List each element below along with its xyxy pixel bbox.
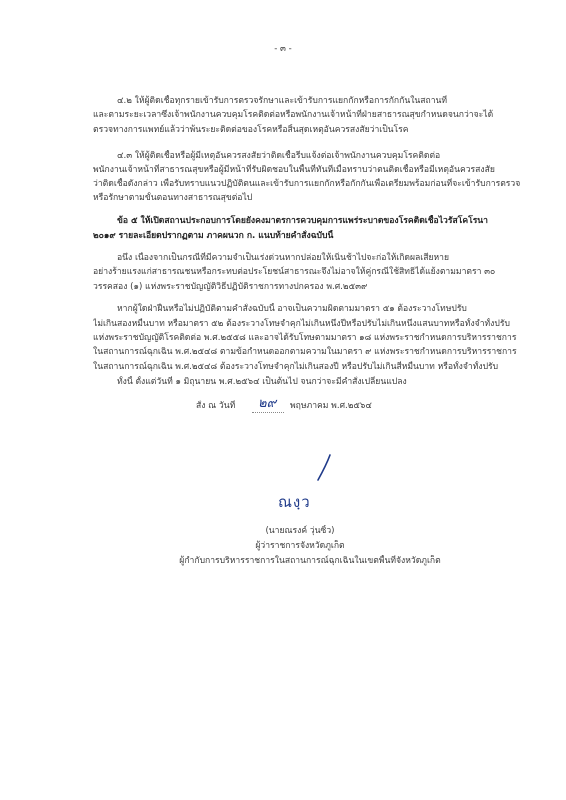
item-4-3-line-1: ๔.๓ ให้ผู้ติดเชื้อหรือผู้มีเหตุอันควรสงสัยว่าติดเชื้อรีบแจ้งต่อเจ้าพนักงานควบคุมโรคติดต่อ [117, 151, 441, 161]
item-4-2-line-2: และตามระยะเวลาซึ่งเจ้าพนักงานควบคุมโรคติดต่อหรือพนักงานเจ้าหน้าที่ฝ่ายสาธารณสุขกำหนดจนกว่าจะได้ [93, 110, 494, 120]
handwritten-day: ๒๙ [258, 396, 277, 411]
signatory-position-2: ผู้กำกับการบริหารราชการในสถานการณ์ฉุกเฉินในเขตพื้นที่จังหวัดภูเก็ต [179, 556, 441, 566]
effective-date-line: ทั้งนี้ ตั้งแต่วันที่ ๑ มิถุนายน พ.ศ.๒๕๖๔ เป็นต้นไป จนกว่าจะมีคำสั่งเปลี่ยนแปลง [117, 377, 407, 387]
signature-mark: ณงฺว [278, 493, 311, 511]
para-1-line-2: อย่างร้ายแรงแก่สาธารณชนหรือกระทบต่อประโยชน์สาธารณะจึงไม่อาจให้คู่กรณีใช้สิทธิได้แย้งตามมาตรา ๓๐ [93, 267, 496, 277]
ordered-date-suffix: พฤษภาคม พ.ศ.๒๕๖๔ [290, 401, 372, 411]
signatory-position: ผู้ว่าราชการจังหวัดภูเก็ต [255, 541, 345, 551]
signatory-name: (นายณรงค์ วุ่นซิ้ว) [265, 526, 335, 536]
item-4-2-line-1: ๔.๒ ให้ผู้ติดเชื้อทุกรายเข้ารับการตรวจรักษาและเข้ารับการแยกกักหรือการกักกันในสถานที่ [117, 96, 448, 106]
day-fill-line [252, 412, 284, 413]
para-1-line-3: วรรคสอง (๑) แห่งพระราชบัญญัติวิธีปฏิบัติราชการทางปกครอง พ.ศ.๒๕๓๙ [93, 282, 368, 292]
para-2-line-5: ในสถานการณ์ฉุกเฉิน พ.ศ.๒๕๔๘ ต้องระวางโทษจำคุกไม่เกินสองปี หรือปรับไม่เกินสี่หมื่นบาท หรือทั้งจำทั้งปรับ [93, 362, 499, 372]
para-2-line-1: หากผู้ใดฝ่าฝืนหรือไม่ปฏิบัติตามคำสั่งฉบับนี้ อาจเป็นความผิดตามมาตรา ๕๑ ต้องระวางโทษปรับ [117, 304, 467, 314]
para-2-line-2: ไม่เกินสองหมื่นบาท หรือมาตรา ๕๒ ต้องระวางโทษจำคุกไม่เกินหนึ่งปีหรือปรับไม่เกินหนึ่งแสนบาทหรือทั้งจำทั้งปรับ [93, 319, 510, 329]
para-2-line-4: ในสถานการณ์ฉุกเฉิน พ.ศ.๒๕๔๘ ตามข้อกำหนดออกตามความในมาตรา ๙ แห่งพระราชกำหนดการบริหารราชการ [93, 347, 517, 357]
clause-5-heading: ข้อ ๕ ให้เปิดสถานประกอบการโดยยังคงมาตรการควบคุมการแพร่ระบาดของโรคติดเชื้อไวรัสโคโรนา [117, 216, 489, 226]
para-1-line-1: อนึ่ง เนื่องจากเป็นกรณีที่มีความจำเป็นเร่งด่วนหากปล่อยให้เนิ่นช้าไปจะก่อให้เกิดผลเสียหาย [117, 253, 450, 263]
para-2-line-3: แห่งพระราชบัญญัติโรคติดต่อ พ.ศ.๒๕๕๘ และอาจได้รับโทษตามมาตรา ๑๘ แห่งพระราชกำหนดการบริหารราชการ [93, 333, 517, 343]
signature-stroke [314, 453, 334, 483]
item-4-3-line-4: หรือรักษาตามขั้นตอนทางสาธารณสุขต่อไป [93, 193, 253, 203]
item-4-2-line-3: ตรวจทางการแพทย์แล้วว่าพ้นระยะติดต่อของโรคหรือสิ้นสุดเหตุอันควรสงสัยว่าเป็นโรค [93, 125, 409, 135]
ordered-date-prefix: สั่ง ณ วันที่ [196, 401, 236, 411]
clause-5-heading-cont: ๒๐๑๙ รายละเอียดปรากฏตาม ภาคผนวก ก. แนบท้ายคำสั่งฉบับนี้ [93, 231, 334, 241]
item-4-3-line-3: ว่าติดเชื้อดังกล่าว เพื่อรับทราบแนวปฏิบัติตนและเข้ารับการแยกกักหรือกักกันเพื่อเตรียมพร้อมก่อนที่จะเข้ารับการตรวจ [93, 179, 521, 189]
page-number: - ๓ - [274, 44, 292, 54]
item-4-3-line-2: พนักงานเจ้าหน้าที่สาธารณสุขหรือผู้มีหน้าที่รับผิดชอบในพื้นที่ทันทีเมื่อทราบว่าตนติดเชื้อหรือมีเหตุอันควรสงสัย [93, 165, 495, 175]
